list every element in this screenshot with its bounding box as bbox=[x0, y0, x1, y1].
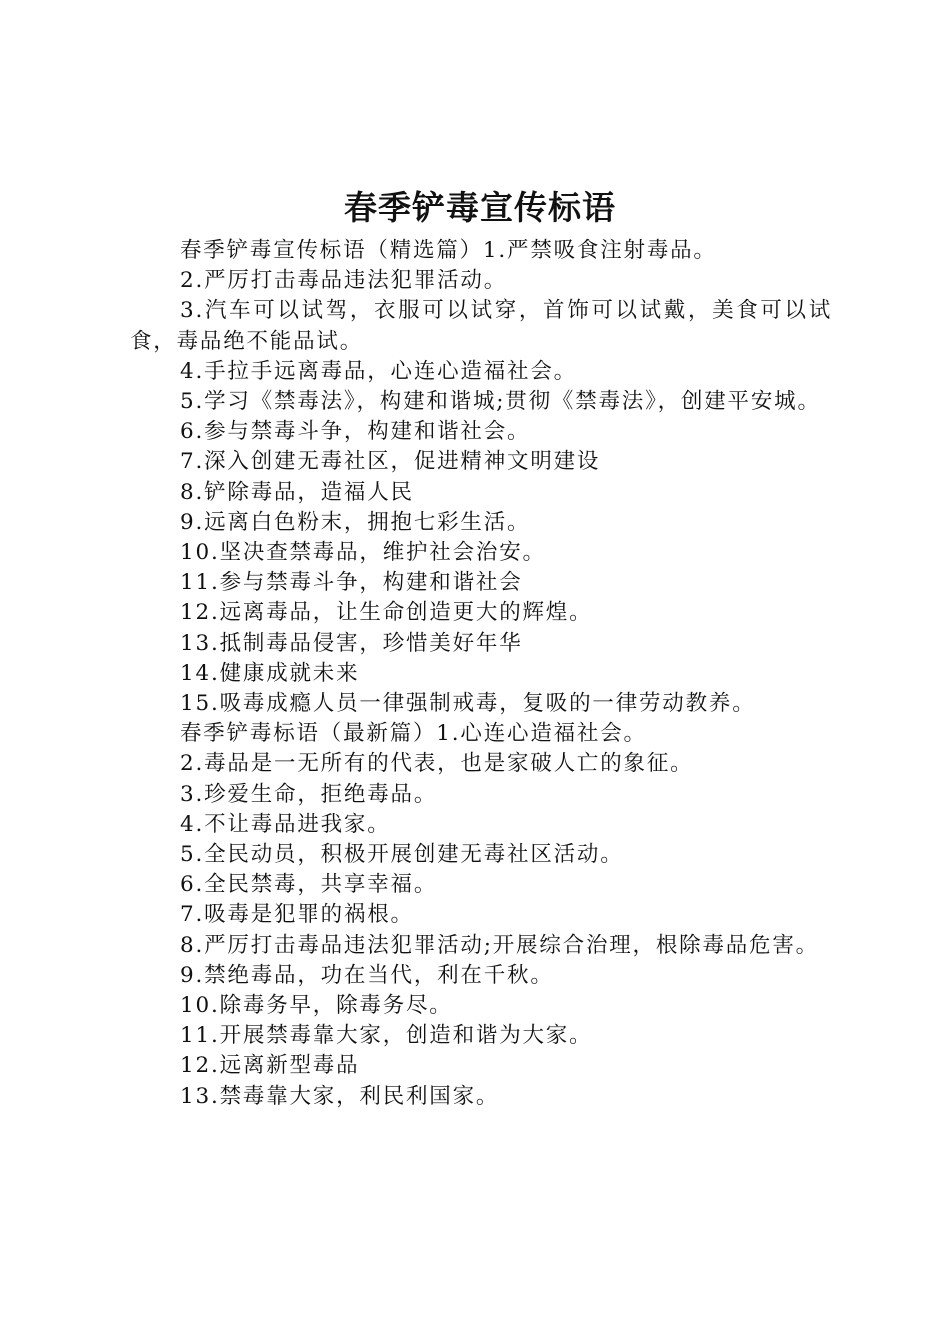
paragraph-7: 7.深入创建无毒社区，促进精神文明建设 bbox=[180, 449, 601, 475]
paragraph-21: 6.全民禁毒，共享幸福。 bbox=[180, 872, 438, 898]
paragraph-28: 13.禁毒靠大家，利民利国家。 bbox=[180, 1083, 500, 1109]
paragraph-22: 7.吸毒是犯罪的祸根。 bbox=[180, 902, 414, 928]
paragraph-23: 8.严厉打击毒品违法犯罪活动;开展综合治理，根除毒品危害。 bbox=[180, 932, 819, 958]
paragraph-12: 12.远离毒品，让生命创造更大的辉煌。 bbox=[180, 600, 593, 626]
document-body bbox=[130, 236, 832, 1112]
paragraph-5: 5.学习《禁毒法》，构建和谐城;贯彻《禁毒法》，创建平安城。 bbox=[180, 389, 821, 415]
paragraph-15: 15.吸毒成瘾人员一律强制戒毒，复吸的一律劳动教养。 bbox=[180, 691, 756, 717]
paragraph-8: 8.铲除毒品，造福人民 bbox=[180, 479, 414, 505]
paragraph-4: 4.手拉手远离毒品，心连心造福社会。 bbox=[180, 358, 577, 384]
paragraph-13: 13.抵制毒品侵害，珍惜美好年华 bbox=[180, 630, 523, 656]
paragraph-6: 6.参与禁毒斗争，构建和谐社会。 bbox=[180, 419, 531, 445]
paragraph-25: 10.除毒务早，除毒务尽。 bbox=[180, 993, 453, 1019]
paragraph-9: 9.远离白色粉末，拥抱七彩生活。 bbox=[180, 509, 531, 535]
paragraph-26: 11.开展禁毒靠大家，创造和谐为大家。 bbox=[180, 1023, 593, 1049]
paragraph-11: 11.参与禁毒斗争，构建和谐社会 bbox=[180, 570, 523, 596]
paragraph-24: 9.禁绝毒品，功在当代，利在千秋。 bbox=[180, 962, 554, 988]
paragraph-10: 10.坚决查禁毒品，维护社会治安。 bbox=[180, 540, 546, 566]
paragraph-17: 2.毒品是一无所有的代表，也是家破人亡的象征。 bbox=[180, 751, 694, 777]
paragraph-27: 12.远离新型毒品 bbox=[180, 1053, 360, 1079]
document-title: 春季铲毒宣传标语 bbox=[344, 188, 616, 227]
paragraph-3: 3.汽车可以试驾，衣服可以试穿，首饰可以试戴，美食可以试食，毒品绝不能品试。 bbox=[130, 298, 832, 354]
paragraph-14: 14.健康成就未来 bbox=[180, 660, 360, 686]
paragraph-20: 5.全民动员，积极开展创建无毒社区活动。 bbox=[180, 842, 624, 868]
paragraph-2: 2.严厉打击毒品违法犯罪活动。 bbox=[180, 268, 508, 294]
paragraph-1: 春季铲毒宣传标语（精选篇）1.严禁吸食注射毒品。 bbox=[180, 238, 717, 263]
paragraph-16: 春季铲毒标语（最新篇）1.心连心造福社会。 bbox=[180, 721, 647, 747]
paragraph-19: 4.不让毒品进我家。 bbox=[180, 811, 391, 837]
paragraph-18: 3.珍爱生命，拒绝毒品。 bbox=[180, 781, 438, 807]
